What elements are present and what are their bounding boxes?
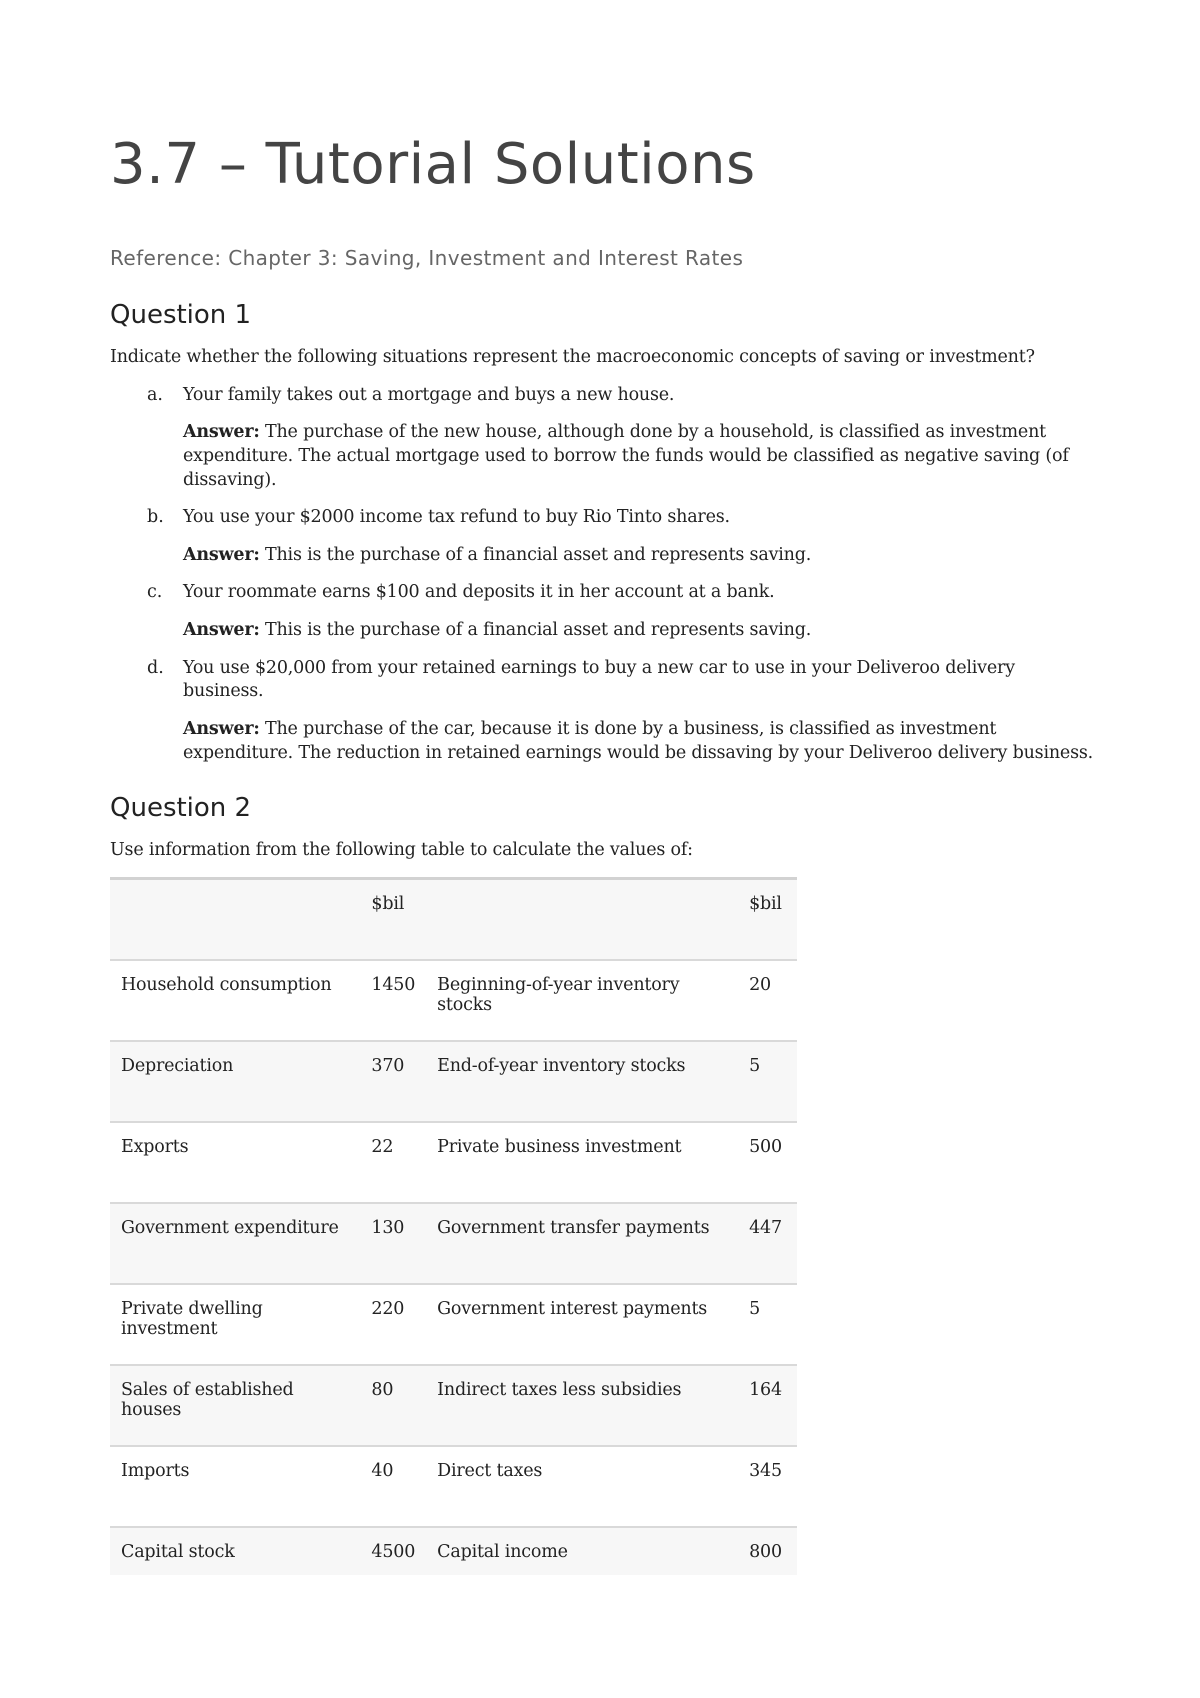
item-text: You use your $2000 income tax refund to buy Rio Tinto shares. (183, 507, 730, 528)
table-cell: Exports (110, 1122, 360, 1203)
item-marker: c. (147, 582, 163, 603)
list-item (110, 506, 1100, 567)
document-page (110, 130, 1100, 1575)
answer-label: Answer: (183, 544, 260, 565)
table-cell: Depreciation (110, 1041, 360, 1122)
table-cell: $bil (360, 878, 426, 960)
table-cell: Sales of established houses (110, 1365, 360, 1446)
question-2-heading: Question 2 (110, 793, 252, 824)
table-cell: Private business investment (426, 1122, 738, 1203)
list-item (110, 657, 1100, 766)
question-1-items (110, 384, 1100, 766)
table-cell: Beginning-of-year inventory stocks (426, 960, 738, 1041)
item-answer (183, 544, 1100, 568)
table-row (110, 1041, 797, 1122)
table-row (110, 1527, 797, 1575)
table-cell: 22 (360, 1122, 426, 1203)
table-cell: 345 (738, 1446, 797, 1527)
answer-text: The purchase of the new house, although done by a household, is classified as investment expenditure. The actual mortgage used to borrow the funds would be classified as negative saving (of dissaving). (183, 422, 1069, 490)
table-row (110, 1203, 797, 1284)
table-cell: Indirect taxes less subsidies (426, 1365, 738, 1446)
table-row (110, 1446, 797, 1527)
item-answer (183, 619, 1100, 643)
table-cell: 5 (738, 1041, 797, 1122)
table-cell: 800 (738, 1527, 797, 1575)
table-cell: End-of-year inventory stocks (426, 1041, 738, 1122)
table-cell: Government transfer payments (426, 1203, 738, 1284)
answer-text: This is the purchase of a financial asset and represents saving. (259, 544, 812, 565)
table-cell: 164 (738, 1365, 797, 1446)
table-row (110, 1365, 797, 1446)
table-cell (110, 878, 360, 960)
table-cell: 447 (738, 1203, 797, 1284)
question-2-prompt: Use information from the following table to calculate the values of: (110, 840, 693, 861)
list-item (110, 581, 1100, 642)
table-cell: 370 (360, 1041, 426, 1122)
item-text: You use $20,000 from your retained earnings to buy a new car to use in your Deliveroo delivery business. (183, 657, 1015, 702)
answer-label: Answer: (183, 620, 260, 640)
item-answer (183, 718, 1100, 765)
question-1-prompt: Indicate whether the following situations represent the macroeconomic concepts of saving or investment? (110, 347, 1035, 367)
item-answer (183, 421, 1100, 492)
answer-label: Answer: (183, 718, 260, 739)
reference-subtitle: Reference: Chapter 3: Saving, Investment and Interest Rates (110, 246, 744, 270)
table-cell: 220 (360, 1284, 426, 1365)
table-cell: Imports (110, 1446, 360, 1527)
table-cell: 4500 (360, 1527, 426, 1575)
economic-data-table (110, 877, 797, 1575)
table-cell: 5 (738, 1284, 797, 1365)
table-cell: 130 (360, 1203, 426, 1284)
table-row (110, 1284, 797, 1365)
table-cell: Government expenditure (110, 1203, 360, 1284)
table-cell: 500 (738, 1122, 797, 1203)
table-cell: Direct taxes (426, 1446, 738, 1527)
table-cell: Private dwelling investment (110, 1284, 360, 1365)
list-item (110, 384, 1100, 493)
table-cell: Capital stock (110, 1527, 360, 1575)
item-marker: d. (147, 657, 164, 678)
table-cell: Household consumption (110, 960, 360, 1041)
item-marker: a. (147, 384, 163, 405)
table-cell: 80 (360, 1365, 426, 1446)
page-title: 3.7 – Tutorial Solutions (110, 132, 756, 197)
table-cell: Capital income (426, 1527, 738, 1575)
answer-label: Answer: (183, 422, 260, 443)
item-text: Your family takes out a mortgage and buys a new house. (183, 384, 675, 405)
table-cell (426, 878, 738, 960)
table-cell: Government interest payments (426, 1284, 738, 1365)
item-marker: b. (147, 507, 164, 528)
table-row (110, 1122, 797, 1203)
table-cell: 20 (738, 960, 797, 1041)
table-cell: 40 (360, 1446, 426, 1527)
item-text: Your roommate earns $100 and deposits it in her account at a bank. (183, 582, 775, 603)
table-cell: $bil (738, 878, 797, 960)
question-1-heading: Question 1 (110, 300, 252, 330)
answer-text: This is the purchase of a financial asset and represents saving. (259, 620, 812, 640)
table-header-row (110, 878, 797, 960)
table-cell: 1450 (360, 960, 426, 1041)
table-row (110, 960, 797, 1041)
answer-text: The purchase of the car, because it is done by a business, is classified as investment expenditure. The reduction in retained earnings would be dissaving by your Deliveroo delivery business. (183, 718, 1094, 763)
